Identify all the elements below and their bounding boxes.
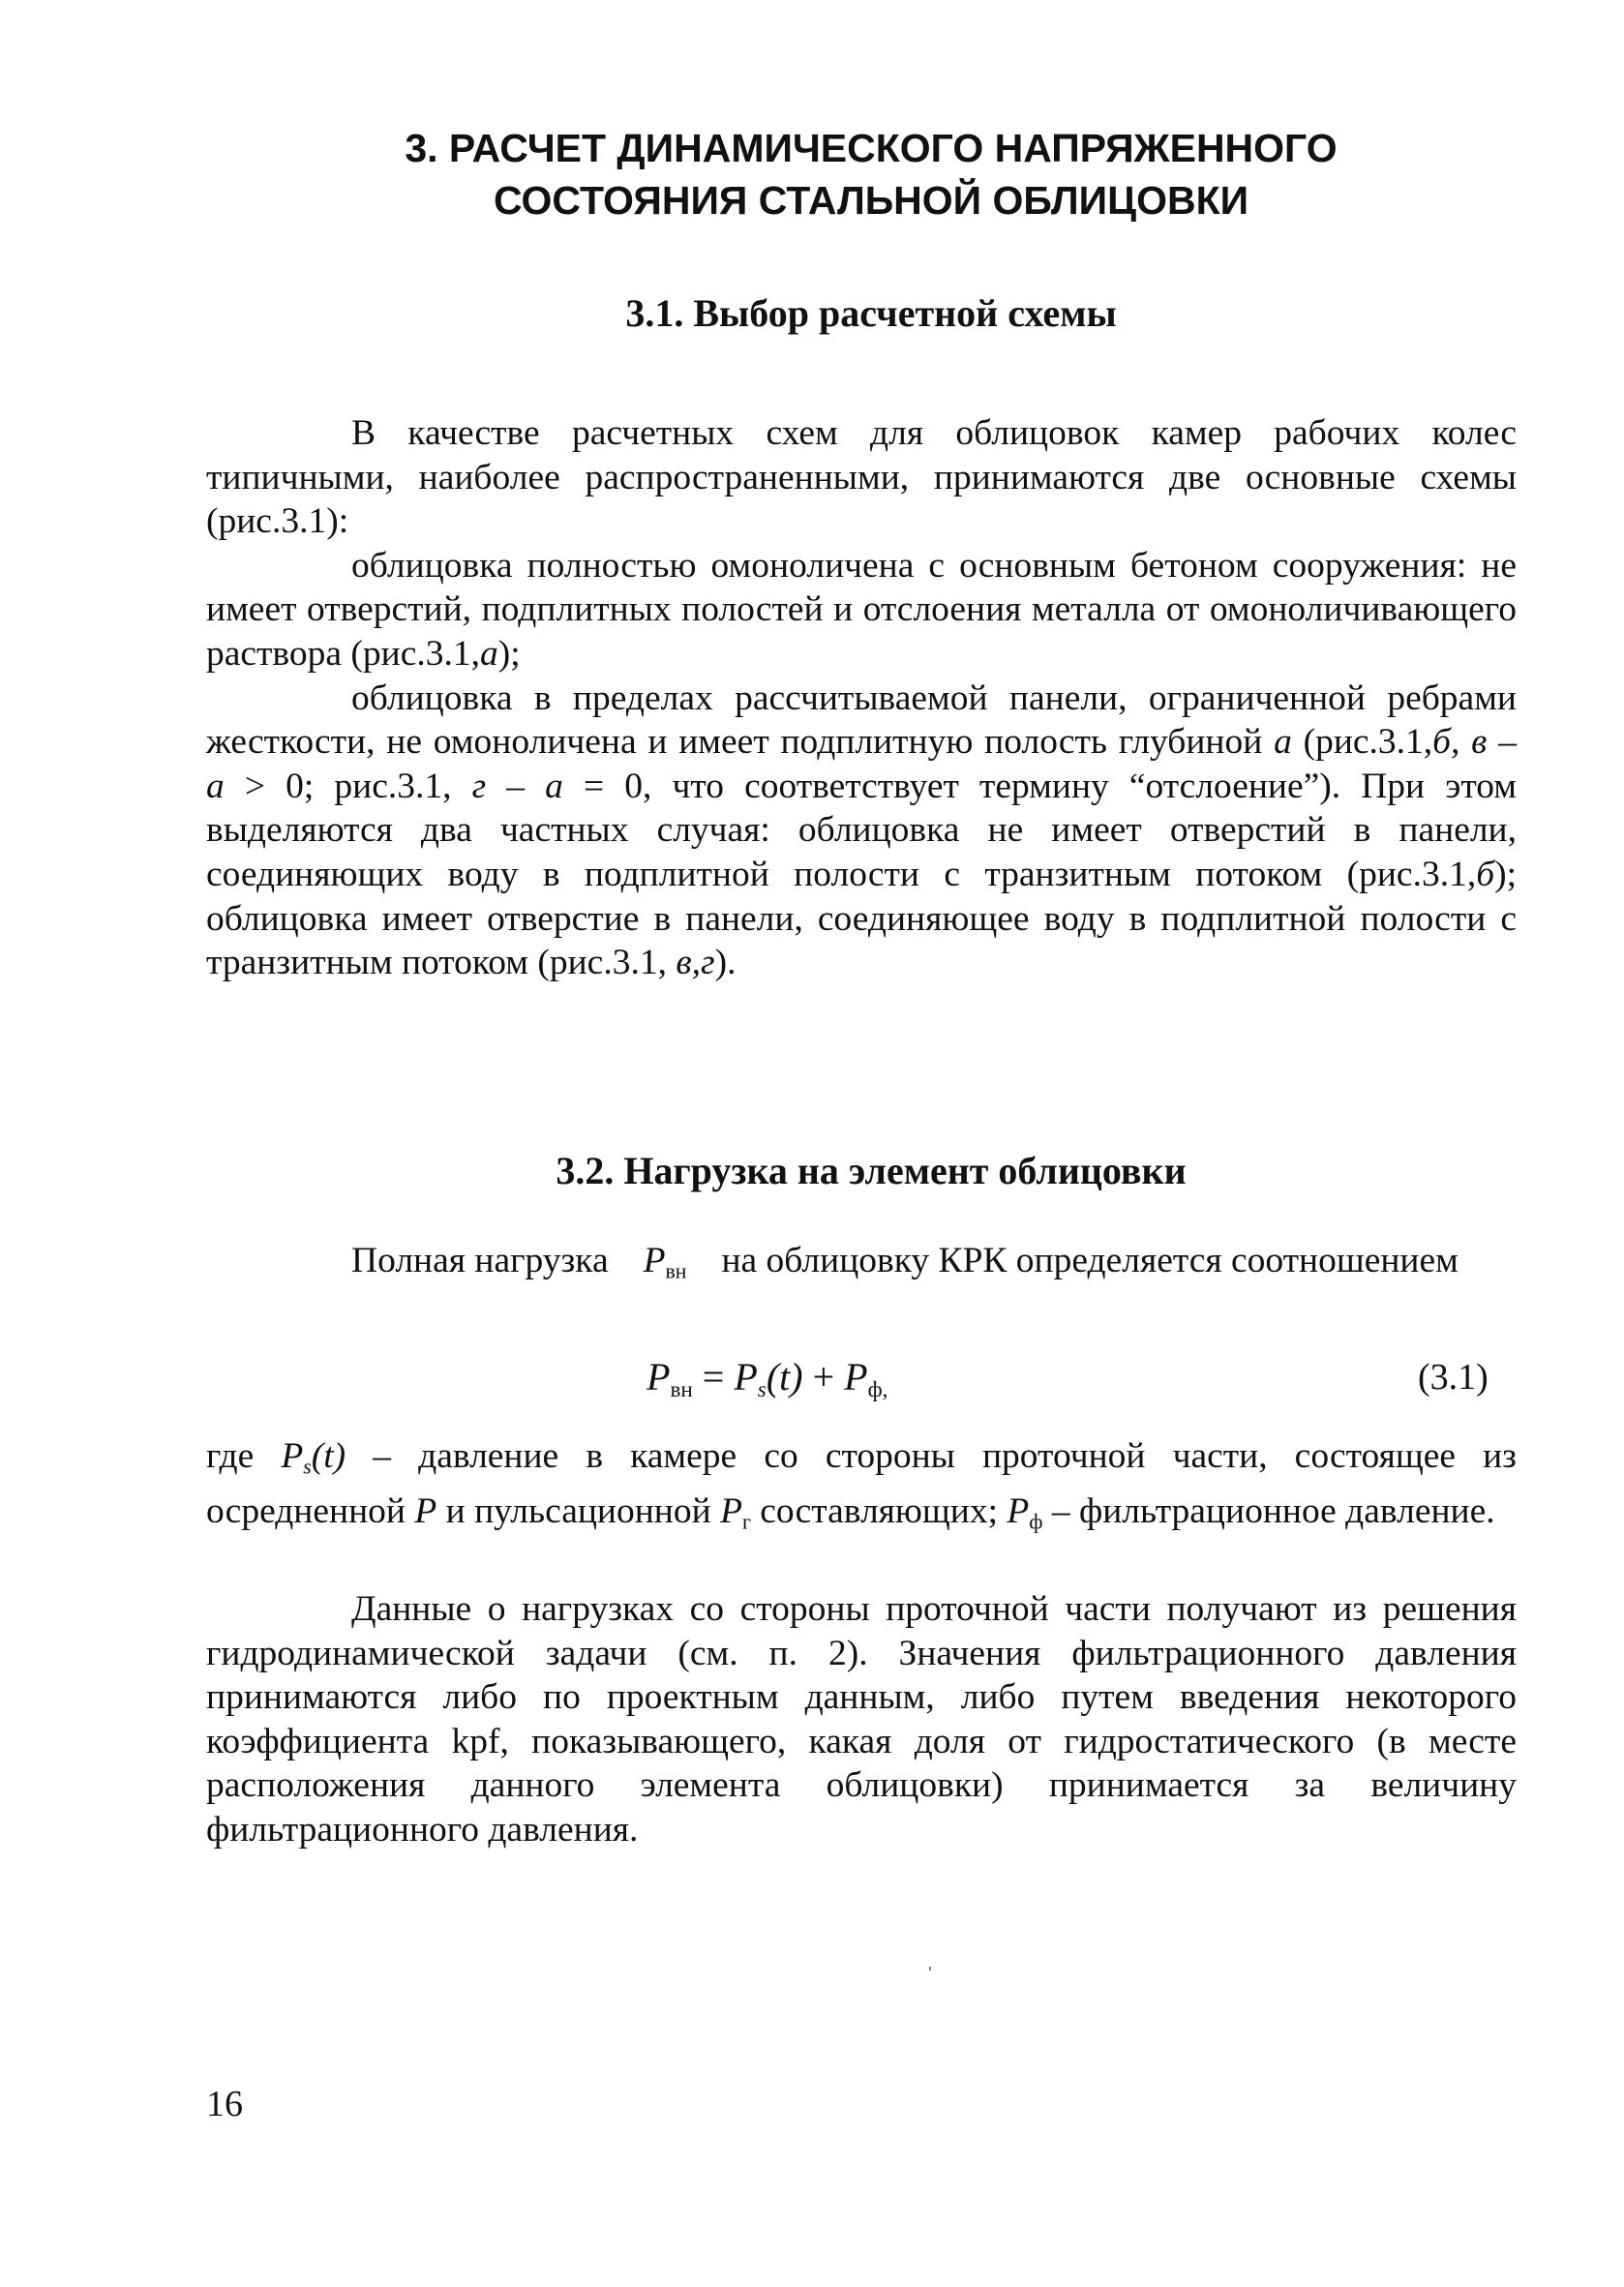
section-heading-3-2: 3.2. Нагрузка на элемент облицовки xyxy=(556,1149,1187,1192)
figure-ref-italic: г – а xyxy=(471,766,563,806)
text-run: = 0, что соответствует термину “отслоение”). При этом выделяются два частных случая: облицовка не имеет отверстий в панели, соединяющих воду в подплитной полости с транзитным потоком (рис.3.1, xyxy=(206,766,1517,894)
text-run: (рис.3.1, xyxy=(1291,722,1433,763)
section-3-2-data xyxy=(206,1587,1517,1852)
paragraph-scheme-monolithic xyxy=(206,544,1517,677)
paragraph-where xyxy=(206,1434,1517,1545)
text-run: где xyxy=(206,1436,282,1476)
chapter-title-line-1: 3. РАСЧЕТ ДИНАМИЧЕСКОГО НАПРЯЖЕННОГО xyxy=(405,126,1338,170)
time-argument: (t) xyxy=(311,1436,346,1476)
text-run: – фильтрационное давление. xyxy=(1042,1491,1495,1532)
text-run: > 0; рис.3.1, xyxy=(224,766,472,806)
var-p: P xyxy=(647,1355,671,1399)
var-p: P xyxy=(844,1355,868,1399)
section-heading-3-1: 3.1. Выбор расчетной схемы xyxy=(625,291,1117,335)
text-run: и пульсационной xyxy=(436,1491,721,1532)
var-p: P xyxy=(1007,1491,1030,1532)
section-3-2-intro xyxy=(206,1239,1517,1294)
subscript: ф xyxy=(1029,1510,1043,1534)
plus-sign: + xyxy=(812,1355,835,1399)
page-number: 16 xyxy=(206,2084,243,2124)
subscript: s xyxy=(303,1455,312,1479)
subscript: ф xyxy=(867,1376,883,1402)
paragraph-intro: В качестве расчетных схем для облицовок камер рабочих колес типичными, наиболее распространенными, принимаются две основные схемы (рис.3.1): xyxy=(206,413,1517,542)
section-3-2-where xyxy=(206,1434,1517,1545)
figure-ref-italic: а xyxy=(479,633,498,674)
formula-3-1 xyxy=(647,1353,887,1414)
figure-ref-italic: б xyxy=(1476,854,1495,894)
subscript: s xyxy=(757,1376,767,1402)
paragraph-scheme-cavity xyxy=(206,677,1517,985)
text-run: на облицовку КРК определяется соотношением xyxy=(721,1241,1459,1280)
text-run: ); облицовка имеет отверстие в панели, соединяющее воду в подплитной полости с транзитным потоком (рис.3.1, xyxy=(206,854,1517,983)
var-p: P xyxy=(720,1491,742,1532)
var-p: P xyxy=(281,1436,304,1476)
time-argument: (t) xyxy=(766,1355,803,1399)
punctuation: , xyxy=(882,1376,888,1402)
chapter-title xyxy=(194,122,1549,226)
subscript: вн xyxy=(670,1376,693,1402)
figure-ref-italic: б, в – а xyxy=(206,722,1517,806)
section-3-1-body xyxy=(206,411,1517,985)
subscript: вн xyxy=(665,1259,687,1283)
figure-ref-italic: в,г xyxy=(676,943,715,983)
text-run: облицовка в пределах рассчитываемой панели, ограниченной ребрами жесткости, не омоноличена и имеет подплитную полость глубиной xyxy=(206,677,1517,763)
chapter-title-line-2: СОСТОЯНИЯ СТАЛЬНОЙ ОБЛИЦОВКИ xyxy=(493,178,1249,223)
text-run: ); xyxy=(497,633,521,674)
text-run: Полная нагрузка xyxy=(351,1241,609,1280)
text-run: составляющих; xyxy=(750,1491,1007,1532)
var-p: P xyxy=(643,1241,666,1280)
text-run: ). xyxy=(714,943,737,983)
equation-number: (3.1) xyxy=(1418,1357,1489,1398)
depth-variable: а xyxy=(1274,722,1292,763)
paragraph-total-load xyxy=(206,1239,1517,1294)
paragraph-load-data: Данные о нагрузках со стороны проточной части получают из решения гидродинамической задачи (см. п. 2). Значения фильтрационного давления принимаются либо по проектным данным, либо путем введения некоторого коэффициента kpf, показывающего, какая доля от гидростатического (в месте расположения данного элемента облицовки) принимается за величину фильтрационного давления. xyxy=(206,1589,1517,1850)
var-p: P xyxy=(414,1491,437,1532)
text-run: облицовка полностью омоноличена с основным бетоном сооружения: не имеет отверстий, подплитных полостей и отслоения металла от омоноличивающего раствора (рис.3.1, xyxy=(206,545,1517,674)
var-p: P xyxy=(734,1355,758,1399)
text-run: – давление в камере со стороны проточной части, состоящее из осредненной xyxy=(206,1436,1517,1532)
scan-speck xyxy=(929,1967,931,1971)
equals-sign: = xyxy=(702,1355,725,1399)
subscript: г xyxy=(741,1510,751,1534)
